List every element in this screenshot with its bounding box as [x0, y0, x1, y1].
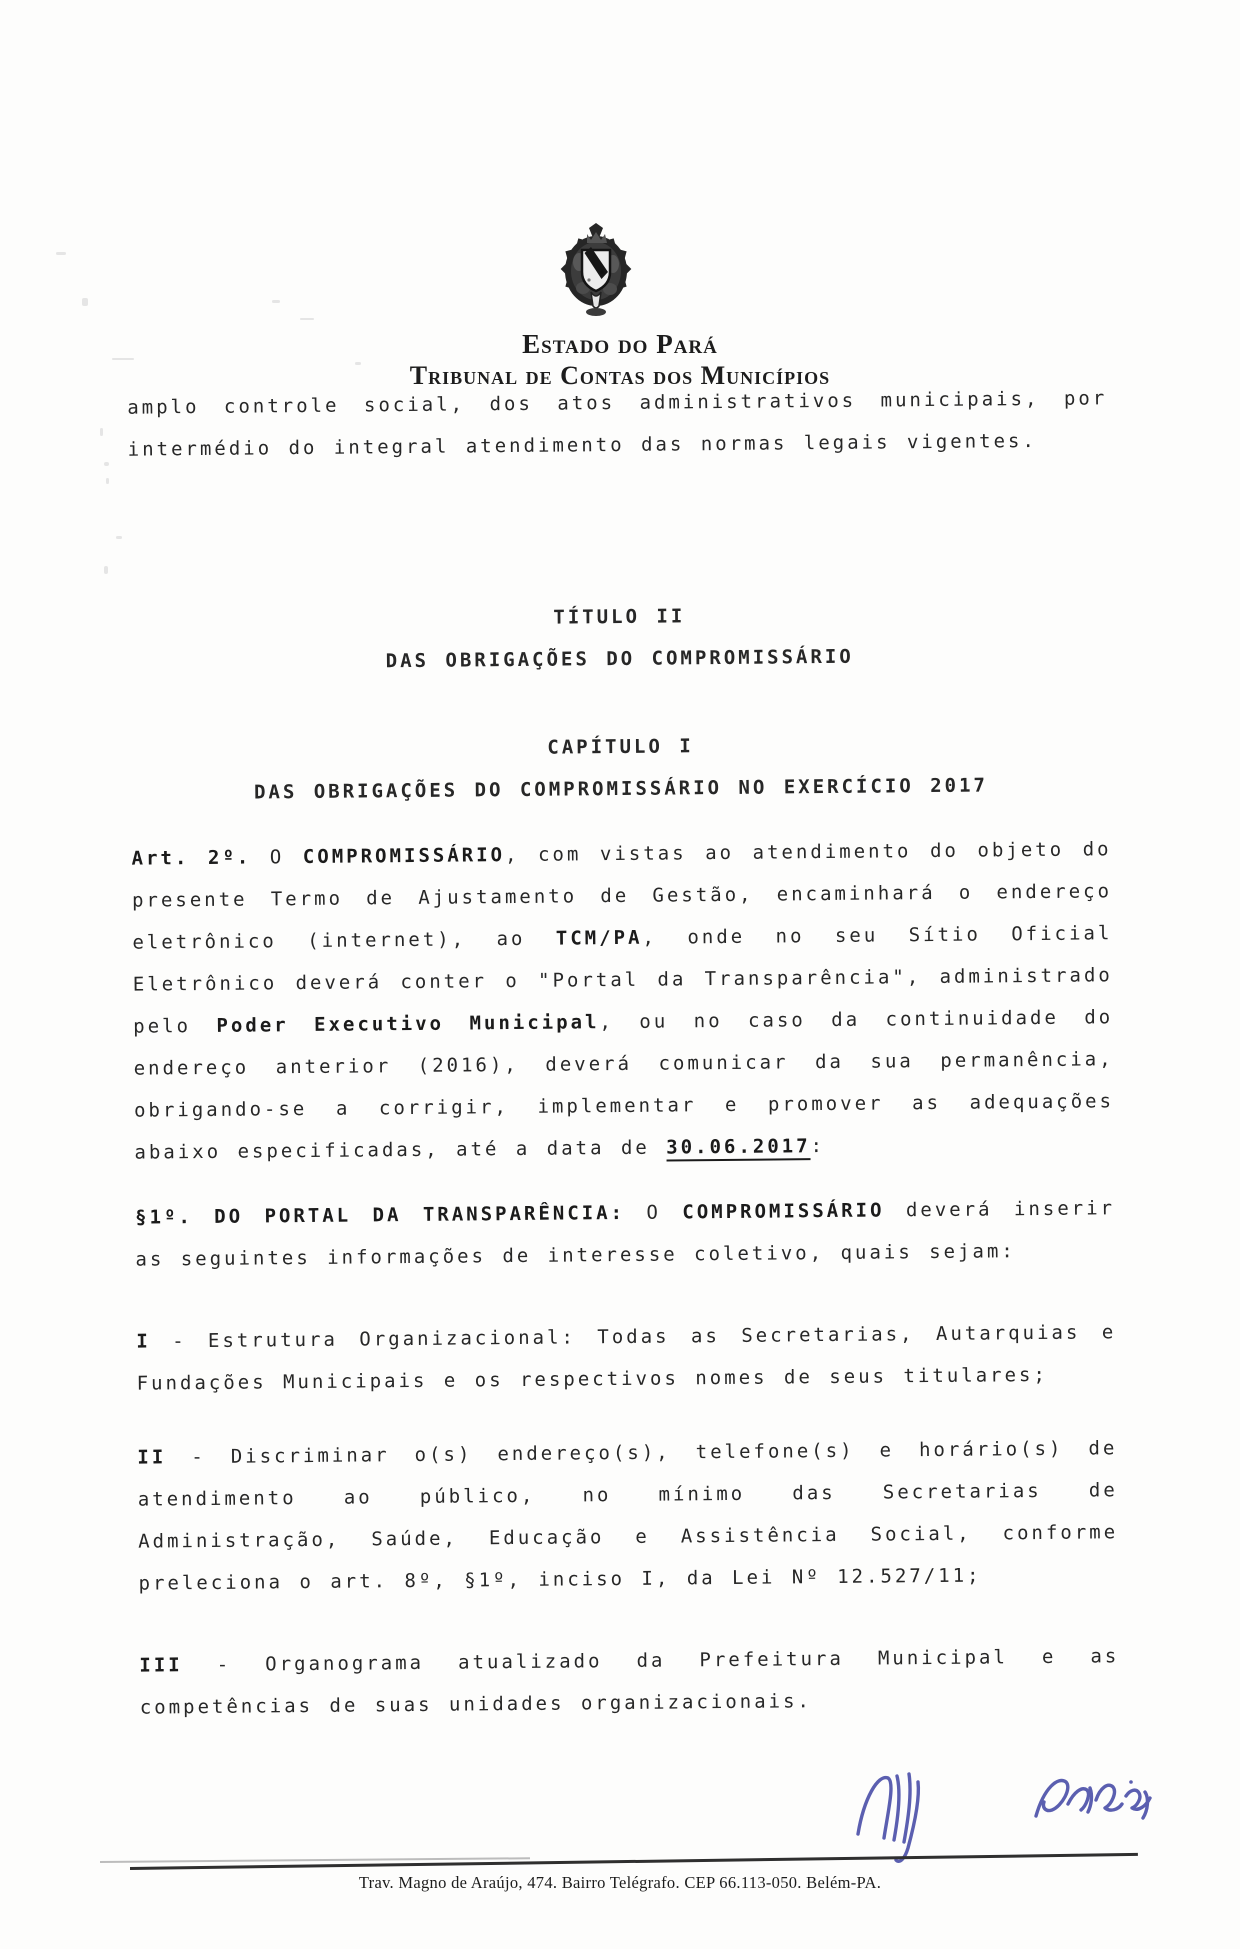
- text-segment-bold: COMPROMISSÁRIO: [302, 844, 506, 869]
- inciso-iii-item: [139, 1635, 1120, 1728]
- paragrafo-1-portal-transparencia: [135, 1187, 1116, 1280]
- intro-paragraph: [127, 377, 1108, 470]
- text-segment: O: [624, 1201, 683, 1224]
- paragraph-label: §1º. DO PORTAL DA TRANSPARÊNCIA:: [134, 1201, 626, 1229]
- heading-text: TÍTULO II: [553, 605, 686, 629]
- text-segment: - Estrutura Organizacional: Todas as Secretarias, Autarquias e Fundações Municipais e os respectivos nomes de seus titulares;: [136, 1321, 1117, 1395]
- text-segment: O: [251, 846, 303, 869]
- article-2-paragraph: [131, 828, 1114, 1173]
- text-segment: - Discriminar o(s) endereço(s), telefone(s) e horário(s) de atendimento ao público, no mínimo das Secretarias de Administração, Saúde, Educação e Assistência Social, conforme preleciona o art. 8º, §1º, inciso I, da Lei Nº 12.527/11;: [137, 1437, 1119, 1595]
- text-segment: , onde no seu Sítio Oficial Eletrônico deverá conter o "Portal da Transparência", administrado pelo: [132, 922, 1113, 1038]
- text-segment: amplo controle social, dos atos administrativos municipais, por intermédio do integral atendimento das normas legais vigentes.: [127, 387, 1108, 461]
- institution-name-line2: Tribunal de Contas dos Municípios: [409, 361, 831, 390]
- text-segment-bold: COMPROMISSÁRIO: [682, 1199, 885, 1224]
- inciso-ii-item: [137, 1427, 1119, 1604]
- text-segment-bold: TCM/PA: [555, 926, 643, 950]
- item-number: I: [136, 1330, 151, 1353]
- institution-name-line1: Estado do Pará: [522, 329, 718, 359]
- footer-address: Trav. Magno de Araújo, 474. Bairro Telégrafo. CEP 66.113-050. Belém-PA.: [358, 1873, 882, 1892]
- subheading-text: DAS OBRIGAÇÕES DO COMPROMISSÁRIO: [385, 645, 854, 673]
- inciso-i-item: [136, 1311, 1117, 1404]
- text-segment: , com vistas ao atendimento do objeto do presente Termo de Ajustamento de Gestão, encaminhará o endereço eletrônico (internet), ao: [131, 838, 1113, 954]
- text-segment-bold: Poder Executivo Municipal: [216, 1011, 600, 1037]
- heading-text: CAPÍTULO I: [547, 735, 694, 759]
- item-number: II: [137, 1446, 167, 1469]
- text-segment: :: [810, 1135, 826, 1158]
- subheading-text: DAS OBRIGAÇÕES DO COMPROMISSÁRIO NO EXERCÍCIO 2017: [253, 774, 989, 804]
- text-segment: - Organograma atualizado da Prefeitura Municipal e as competências de suas unidades organizacionais.: [139, 1645, 1120, 1719]
- text-segment: , ou no caso da continuidade do endereço anterior (2016), deverá comunicar da sua permanência, obrigando-se a corrigir, implementar e promover as adequações abaixo especificadas, até a data de: [133, 1006, 1115, 1164]
- capitulo-i-heading: [130, 721, 1111, 814]
- deadline-date: 30.06.2017: [666, 1135, 811, 1161]
- item-number: III: [139, 1654, 183, 1677]
- text-segment: deverá inserir as seguintes informações de interesse coletivo, quais sejam:: [135, 1197, 1116, 1271]
- article-number: Art. 2º.: [131, 846, 252, 870]
- titulo-ii-heading: [129, 591, 1110, 684]
